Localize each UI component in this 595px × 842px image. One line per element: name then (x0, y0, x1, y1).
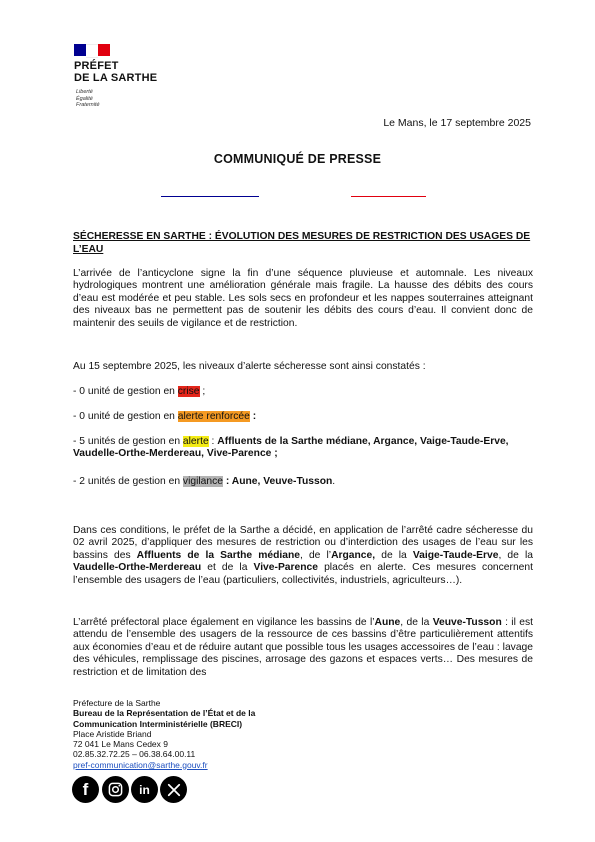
level-vigilance: - 2 unités de gestion en vigilance : Aune, Veuve-Tusson. (73, 476, 336, 487)
footer-prefecture: Préfecture de la Sarthe (73, 698, 161, 708)
republic-flag-logo (74, 44, 110, 56)
instagram-icon[interactable] (102, 776, 129, 803)
linkedin-icon[interactable]: in (131, 776, 158, 803)
level-alerte-renforcee: - 0 unité de gestion en alerte renforcée : (73, 411, 257, 422)
title-rule-red (351, 196, 426, 197)
x-icon[interactable] (160, 776, 187, 803)
footer-email-link[interactable]: pref-communication@sarthe.gouv.fr (73, 759, 208, 770)
vigilance-basins: Aune, Veuve-Tusson (231, 476, 333, 487)
prefecture-line-1: PRÉFET (74, 60, 119, 72)
footer-city: 72 041 Le Mans Cedex 9 (73, 739, 168, 750)
level-crise: - 0 unité de gestion en crise ; (73, 386, 206, 397)
facebook-icon[interactable]: f (72, 776, 99, 803)
motto-liberte: Liberté (76, 89, 93, 95)
alerte-renforcee-badge: alerte renforcée (177, 411, 250, 422)
alerte-basins: Affluents de la Sarthe médiane, Argance, Vaige-Taude-Erve, Vaudelle-Orthe-Merdereau, Vive-Parence ; (73, 436, 509, 460)
motto-egalite: Égalité (76, 95, 93, 102)
alerte-badge: alerte (182, 436, 209, 447)
vigilance-paragraph: L’arrêté préfectoral place également en vigilance les bassins de l’Aune, de la Veuve-Tusson : il est attendu de l’ensemble des usagers de la ressource de ces bassins d’être particulièrement attentifs aux économies d’eau et de réduire autant que possible tous les usages accessoires de l’eau : lavage des véhicules, remplissage des piscines, arrosage des gazons et espaces verts… Des mesures de restriction et de limitation des (73, 617, 533, 678)
press-release-subject: SÉCHERESSE EN SARTHE : ÉVOLUTION DES MESURES DE RESTRICTION DES USAGES DE L’EAU (73, 231, 531, 255)
republic-motto (76, 89, 100, 109)
footer-breci: Communication Interministérielle (BRECI) (73, 718, 243, 729)
title-rule-blue (161, 196, 259, 197)
decision-paragraph: Dans ces conditions, le préfet de la Sarthe a décidé, en application de l’arrêté cadre sécheresse du 02 avril 2025, d’appliquer des mesures de restriction ou d’interdiction des usages de l’eau sur les bassins des Affluents de la Sarthe médiane, de l’Argance, de la Vaige-Taude-Erve, de la Vaudelle-Orthe-Merdereau et de la Vive-Parence placés en alerte. Ces mesures concernent l’ensemble des usagers de l’eau (particuliers, collectivités, industriels, agriculteurs…). (73, 525, 533, 586)
intro-paragraph: L’arrivée de l’anticyclone signe la fin d’une séquence pluvieuse et automnale. Les niveaux hydrologiques montrent une amélioration générale mais fragile. La hausse des débits des cours d’eau est modérée et peu stable. Les sols secs en profondeur et les nappes souterraines atteignant des niveaux bas ne permettent pas de soutenir les débits des cours d’eau. Il convient donc de maintenir des seuils de vigilance et de restriction. (73, 268, 533, 329)
footer-bureau: Bureau de la Représentation de l’État et de la (73, 708, 256, 719)
footer-address: Place Aristide Briand (73, 728, 152, 739)
level-alerte: - 5 unités de gestion en alerte : Affluents de la Sarthe médiane, Argance, Vaige-Taude-Erve, Vaudelle-Orthe-Merdereau, Vive-Parence ; (73, 436, 509, 460)
motto-fraternite: Fraternité (76, 102, 100, 108)
prefecture-line-2: DE LA SARTHE (74, 72, 158, 84)
page-title: COMMUNIQUÉ DE PRESSE (213, 152, 382, 166)
crise-badge: crise (177, 386, 200, 397)
vigilance-badge: vigilance (182, 476, 223, 487)
prefecture-name (74, 60, 157, 84)
contact-footer (73, 698, 255, 770)
dateline: Le Mans, le 17 septembre 2025 (383, 117, 531, 129)
footer-phone: 02.85.32.72.25 – 06.38.64.00.11 (73, 749, 196, 760)
levels-intro: Au 15 septembre 2025, les niveaux d’alerte sécheresse sont ainsi constatés : (73, 361, 426, 372)
